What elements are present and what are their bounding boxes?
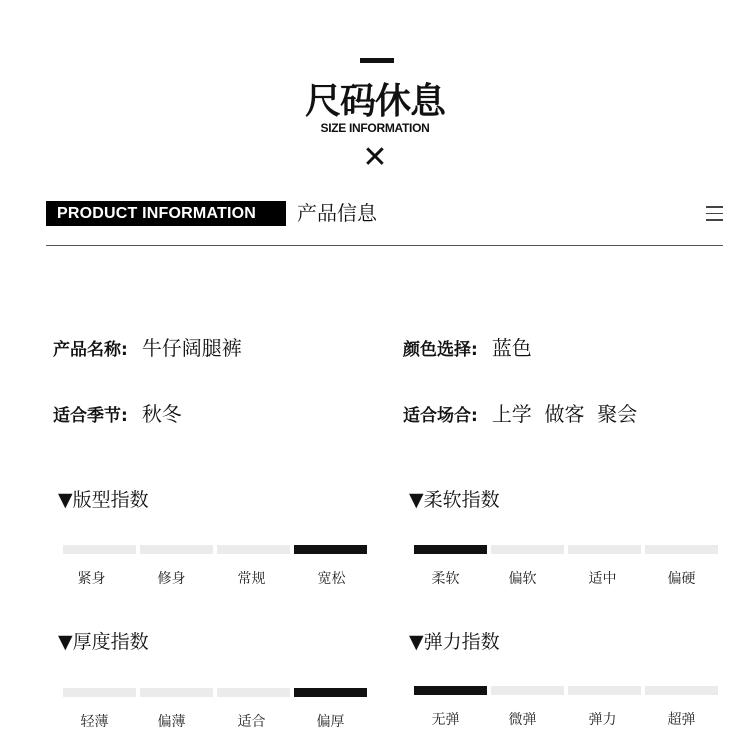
scale-segment xyxy=(645,686,718,695)
scale-label: 柔软 xyxy=(431,571,460,587)
scale-label: 常规 xyxy=(237,571,266,587)
info-value: 秋冬 xyxy=(141,402,182,426)
scale-label: 弹力 xyxy=(588,712,617,728)
scale-segment xyxy=(491,545,564,554)
scale-segment xyxy=(217,688,290,697)
info-value: 牛仔阔腿裤 xyxy=(141,336,242,360)
scale-segment xyxy=(217,545,290,554)
scale-label: 轻薄 xyxy=(80,714,109,730)
info-key: 适合场合: xyxy=(403,406,478,426)
info-season xyxy=(53,400,182,430)
fit-index-title: ▼版型指数 xyxy=(58,489,149,511)
scale-segment xyxy=(63,688,136,697)
scale-label: 超弹 xyxy=(667,712,696,728)
scale-label: 偏软 xyxy=(508,571,537,587)
header-dash xyxy=(360,58,394,63)
scale-label: 偏厚 xyxy=(316,714,345,730)
scale-label: 适合 xyxy=(237,714,266,730)
section-label-cn: 产品信息 xyxy=(297,201,377,225)
info-value: 蓝色 xyxy=(491,336,532,360)
scale-label: 宽松 xyxy=(317,571,346,587)
section-divider xyxy=(46,245,723,246)
page-title: 尺码休息 xyxy=(304,81,445,122)
scale-label: 适中 xyxy=(588,571,617,587)
scale-segment-selected xyxy=(294,688,367,697)
info-product-name xyxy=(53,334,242,364)
section-label-en: PRODUCT INFORMATION xyxy=(46,201,286,226)
scale-segment xyxy=(63,545,136,554)
scale-segment xyxy=(645,545,718,554)
scale-segment xyxy=(568,686,641,695)
scale-segment-selected xyxy=(294,545,367,554)
scale-segment xyxy=(140,545,213,554)
scale-segment-selected xyxy=(414,686,487,695)
info-key: 产品名称: xyxy=(53,340,128,360)
scale-segment xyxy=(491,686,564,695)
scale-segment xyxy=(140,688,213,697)
softness-index-title: ▼柔软指数 xyxy=(409,489,500,511)
close-icon[interactable]: ✕ xyxy=(362,140,388,175)
info-color xyxy=(403,334,532,364)
scale-label: 微弹 xyxy=(508,712,537,728)
thickness-index-title: ▼厚度指数 xyxy=(58,631,149,653)
info-occasion xyxy=(403,400,637,430)
info-key: 颜色选择: xyxy=(403,340,478,360)
scale-label: 偏薄 xyxy=(157,714,186,730)
info-value: 上学 做客 聚会 xyxy=(491,402,638,426)
page-subtitle: SIZE INFORMATION xyxy=(320,121,430,135)
scale-label: 偏硬 xyxy=(667,571,696,587)
menu-icon[interactable] xyxy=(706,206,723,221)
scale-segment-selected xyxy=(414,545,487,554)
info-key: 适合季节: xyxy=(53,406,128,426)
scale-segment xyxy=(568,545,641,554)
scale-label: 修身 xyxy=(157,571,186,587)
scale-label: 无弹 xyxy=(431,712,460,728)
elasticity-index-title: ▼弹力指数 xyxy=(409,631,500,653)
scale-label: 紧身 xyxy=(77,571,106,587)
